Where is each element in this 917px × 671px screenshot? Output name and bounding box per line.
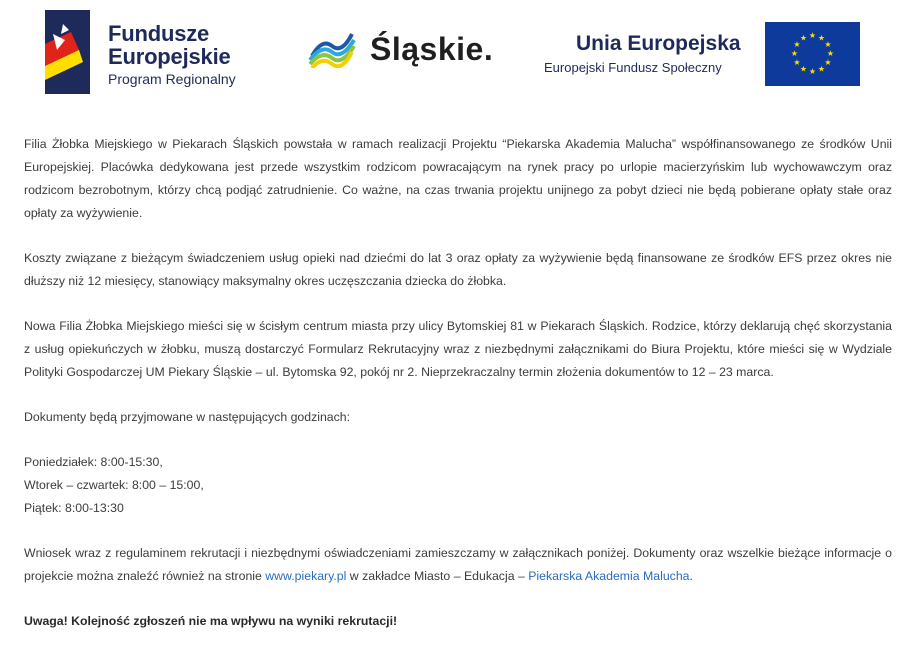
fundusze-europejskie-flag-icon <box>45 10 90 94</box>
paragraph-costs: Koszty związane z bieżącym świadczeniem usług opieki nad dziećmi do lat 3 oraz opłaty za wyżywienie będą finansowane ze środków EFS przez okres nie dłuższy niż 12 miesięcy, stanowiący maksymalny okres uczęszczania dziecka do żłobka. <box>24 251 892 288</box>
svg-text:★: ★ <box>793 40 801 49</box>
svg-text:★: ★ <box>826 49 835 58</box>
attachments-text-3: . <box>689 569 693 583</box>
eu-title: Unia Europejska <box>576 32 741 55</box>
unia-europejska-logo <box>540 22 860 88</box>
slaskie-text: Śląskie. <box>370 31 494 67</box>
paragraph-attachments <box>24 542 892 588</box>
paragraph-location: Nowa Filia Żłobka Miejskiego mieści się w ścisłym centrum miasta przy ulicy Bytomskiej 81 w Piekarach Śląskich. Rodzice, którzy deklarują chęć skorzystania z usług opiekuńczych w żłobku, muszą dostarczyć Formularz Rekrutacyjny wraz z niezbędnymi załącznikami do Biura Projektu, które mieści się w Wydziale Polityki Gospodarczej UM Piekary Śląskie – ul. Bytomska 92, pokój nr 2. Nieprzekraczalny termin złożenia dokumentów to 12 – 23 marca. <box>24 319 892 379</box>
piekary-website-link[interactable]: www.piekary.pl <box>265 569 347 583</box>
logo-bar <box>0 0 917 120</box>
piekarska-akademia-link[interactable]: Piekarska Akademia Malucha <box>528 569 690 583</box>
svg-text:★: ★ <box>808 67 817 76</box>
hours-monday: Poniedziałek: 8:00-15:30, <box>24 455 163 469</box>
hours-friday: Piątek: 8:00-13:30 <box>24 501 124 515</box>
attachments-text-2: w zakładce Miasto – Edukacja – <box>346 569 529 583</box>
opening-hours-list <box>24 451 892 520</box>
svg-text:★: ★ <box>808 31 817 40</box>
svg-text:★: ★ <box>799 64 808 74</box>
paragraph-hours-intro: Dokumenty będą przyjmowane w następujących godzinach: <box>24 410 351 424</box>
fe-line2: Europejskie <box>108 44 231 69</box>
svg-text:★: ★ <box>799 33 808 43</box>
slaskie-logo <box>308 28 494 73</box>
eu-flag-icon <box>765 22 860 86</box>
svg-text:★: ★ <box>790 49 799 58</box>
svg-text:★: ★ <box>817 33 826 43</box>
svg-text:★: ★ <box>824 40 832 49</box>
svg-text:★: ★ <box>817 64 826 74</box>
warning-text: Uwaga! Kolejność zgłoszeń nie ma wpływu na wyniki rekrutacji! <box>24 614 398 628</box>
svg-text:★: ★ <box>793 58 801 67</box>
hours-tue-thu: Wtorek – czwartek: 8:00 – 15:00, <box>24 478 204 492</box>
fundusze-europejskie-text <box>108 22 236 87</box>
svg-text:★: ★ <box>824 58 832 67</box>
article-content <box>24 133 892 633</box>
attachments-text-1: Wniosek wraz z regulaminem rekrutacji i niezbędnymi oświadczeniami zamieszczamy w załącznikach poniżej. Dokumenty oraz wszelkie bieżące informacje o projekcie można znaleźć również na stronie <box>24 546 892 583</box>
fe-line1: Fundusze <box>108 21 210 46</box>
fe-line3: Program Regionalny <box>108 71 236 87</box>
eu-subtitle: Europejski Fundusz Społeczny <box>544 60 722 75</box>
warning-paragraph <box>24 610 892 633</box>
slaskie-wave-icon <box>308 28 356 68</box>
paragraph-project-intro: Filia Żłobka Miejskiego w Piekarach Śląskich powstała w ramach realizacji Projektu “Piekarska Akademia Malucha” współfinansowanego ze środków Unii Europejskiej. Placówka dedykowana jest przede wszystkim rodzicom powracającym na rynek pracy po urlopie macierzyńskim lub wychowawczym oraz rodzicom bezrobotnym, którzy chcą podjąć zatrudnienie. Co ważne, na czas trwania projektu unijnego za pobyt dzieci nie będą pobierane opłaty stałe oraz opłaty za wyżywienie. <box>24 137 892 220</box>
fundusze-europejskie-logo <box>45 10 260 96</box>
